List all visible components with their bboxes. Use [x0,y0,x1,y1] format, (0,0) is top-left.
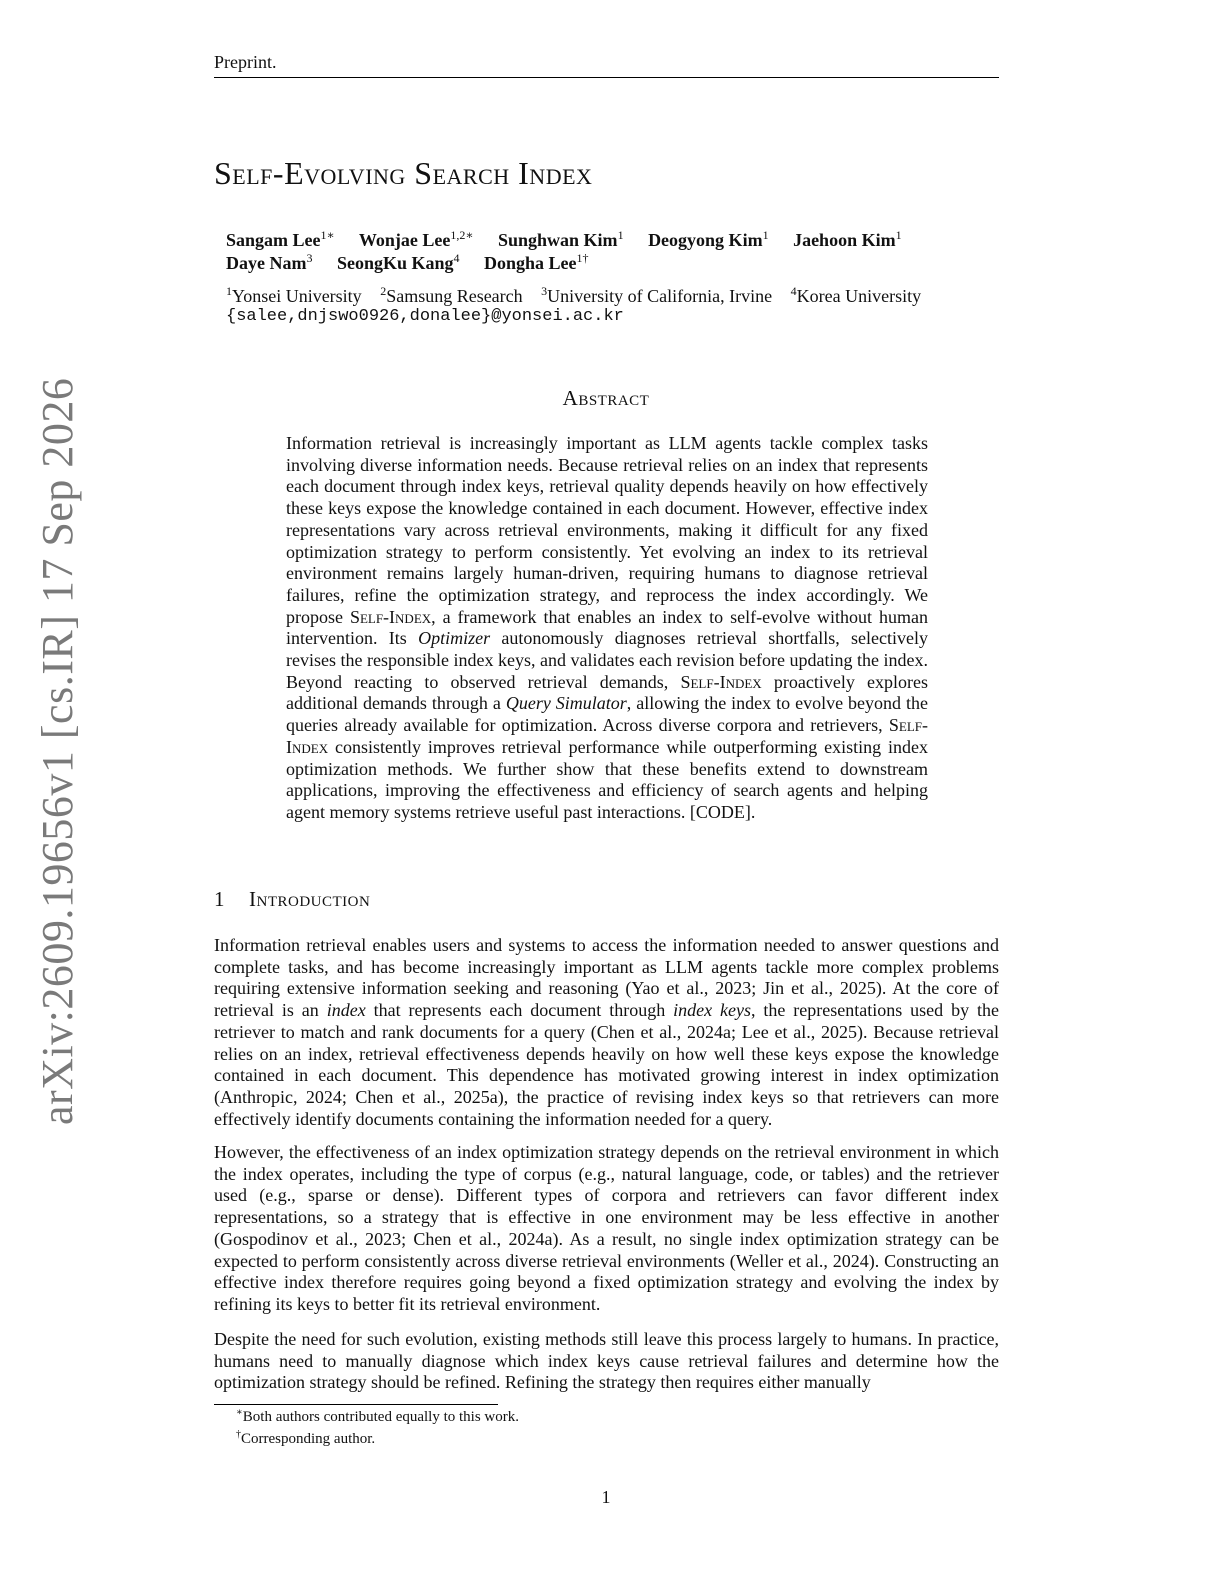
section-title: Introduction [249,887,371,911]
author [498,230,624,250]
footnote [236,1429,375,1448]
affiliation-mark: 2 [380,284,387,298]
optimizer-term: Optimizer [418,628,491,649]
intro-paragraph-1 [214,935,999,1130]
affiliation-mark: 3 [541,284,548,298]
author-name: Sunghwan Kim [498,230,618,250]
author [648,230,769,250]
author-affiliation-mark: 1 [617,228,624,242]
affiliation [791,286,921,306]
author-affiliation-mark: 1,2∗ [450,228,474,242]
footnote-text: Corresponding author. [241,1431,376,1447]
abstract-text-part: Information retrieval is increasingly important as LLM agents tackle complex tasks involving diverse information needs. Because retrieval relies on an index that represents each document through index keys, retrieval quality depends heavily on how effectively these keys expose the knowledge contained in each document. However, effective index representations vary across retrieval environments, making it difficult for any fixed optimization strategy to perform consistently. Yet evolving an index to its retrieval environment remains largely human-driven, requiring humans to diagnose retrieval failures, refine the optimization strategy, and reprocess the index accordingly. We propose [286,433,928,627]
author-name: SeongKu Kang [336,253,454,273]
affiliation-name: Samsung Research [386,286,523,306]
footnote-text: Both authors contributed equally to this work. [242,1409,520,1425]
intro-paragraph-3: Despite the need for such evolution, existing methods still leave this process largely to humans. In practice, humans need to manually diagnose which index keys cause retrieval failures and determine how the optimization strategy should be refined. Refining the strategy then requires either manually [214,1329,999,1393]
query-simulator-term: Query Simulator [505,693,627,714]
affiliation [226,286,362,306]
author-affiliation-mark: 1 [762,228,769,242]
method-name: Self-Index [286,715,928,757]
author-emails[interactable]: {salee,dnjswo0926,donalee}@yonsei.ac.kr [226,307,624,326]
author [359,230,474,250]
page-number: 1 [601,1487,611,1507]
affiliation [380,286,522,306]
affiliation-name: University of California, Irvine [547,286,773,306]
author [793,230,902,250]
footnote-mark: ∗ [236,1407,243,1418]
index-keys-term: index keys [673,1000,751,1021]
running-header: Preprint. [214,52,277,72]
intro-paragraph-2: However, the effectiveness of an index optimization strategy depends on the retrieval environment in which the index operates, including the type of corpus (e.g., natural language, code, or tables) and the retriever used (e.g., sparse or dense). Different types of corpora and retrievers can favor different index representations, so a strategy that is effective in one environment may be less effective in another (Gospodinov et al., 2023; Chen et al., 2024a). As a result, no single index optimization strategy can be expected to perform consistently across diverse retrieval environments (Weller et al., 2024). Constructing an effective index therefore requires going beyond a fixed optimization strategy and evolving the index by refining its keys to better fit its retrieval environment. [214,1142,999,1314]
affiliation-mark: 1 [226,284,232,298]
affiliation [541,286,772,306]
author-affiliation-mark: 1∗ [320,228,335,242]
section-heading-introduction [214,887,370,912]
author [337,253,460,273]
author-name: Deogyong Kim [648,230,763,250]
method-name: Self-Index [349,606,432,627]
author-affiliation-mark: 1 [895,228,902,242]
author-name: Dongha Lee [484,253,577,273]
paragraph-text-part: that represents each document through [365,1000,674,1021]
affiliation-mark: 4 [790,284,797,298]
arxiv-stamp[interactable]: arXiv:2609.19656v1 [cs.IR] 17 Sep 2026 [33,377,82,1125]
abstract-heading: Abstract [562,386,650,410]
author-name: Daye Nam [226,253,307,273]
author-affiliation-mark: 1† [576,251,589,265]
affiliations [226,284,935,307]
author-name: Sangam Lee [226,230,321,250]
paper-title: Self-Evolving Search Index [214,155,593,191]
paragraph-text-part: Information retrieval enables users and systems to access the information needed to answer questions and complete tasks, and has become increasingly important as LLM agents tackle more complex problems requiring extensive information seeking and reasoning (Yao et al., 2023; Jin et al., 2025). At the core of retrieval is an [214,935,999,1021]
author-line-2 [226,251,609,274]
abstract-text-part: , a framework that enables an index to self-evolve without human intervention. Its [286,606,928,649]
author-affiliation-mark: 3 [306,251,313,265]
author [484,253,589,273]
header-rule [214,77,999,78]
footnote [236,1407,519,1426]
index-term: index [326,1000,366,1021]
section-number: 1 [214,887,225,911]
abstract-text-part: proactively explores additional demands through a [286,671,928,714]
author [226,230,335,250]
footnote-mark: † [236,1429,241,1440]
footnote-rule [214,1404,498,1405]
author-affiliation-mark: 4 [453,251,460,265]
author-line-1 [226,228,922,251]
abstract-text [286,433,928,824]
author-name: Wonjae Lee [358,230,451,250]
abstract-text-part: autonomously diagnoses retrieval shortfalls, selectively revises the responsible index keys, and validates each revision before updating the index. Beyond reacting to observed retrieval demands, [286,628,929,692]
abstract-text-part: , allowing the index to evolve beyond the queries already available for optimization. Across diverse corpora and retrievers, [286,693,929,736]
author-name: Jaehoon Kim [793,230,896,250]
author [226,253,312,273]
paragraph-text-part: , the representations used by the retriever to match and rank documents for a query (Chen et al., 2024a; Lee et al., 2025). Because retrieval relies on an index, retrieval effectiveness depends heavily on how well these keys expose the knowledge contained in each document. This dependence has motivated growing interest in index optimization (Anthropic, 2024; Chen et al., 2025a), the practice of revising index keys so that retrievers can more effectively identify documents containing the information needed for a query. [214,1000,1000,1129]
method-name: Self-Index [680,671,762,692]
affiliation-name: Yonsei University [232,286,362,306]
affiliation-name: Korea University [796,286,922,306]
abstract-text-part: consistently improves retrieval performance while outperforming existing index optimization methods. We further show that these benefits extend to downstream applications, improving the effectiveness and efficiency of search agents and helping agent memory systems retrieve useful past interactions. [CODE]. [286,736,928,822]
